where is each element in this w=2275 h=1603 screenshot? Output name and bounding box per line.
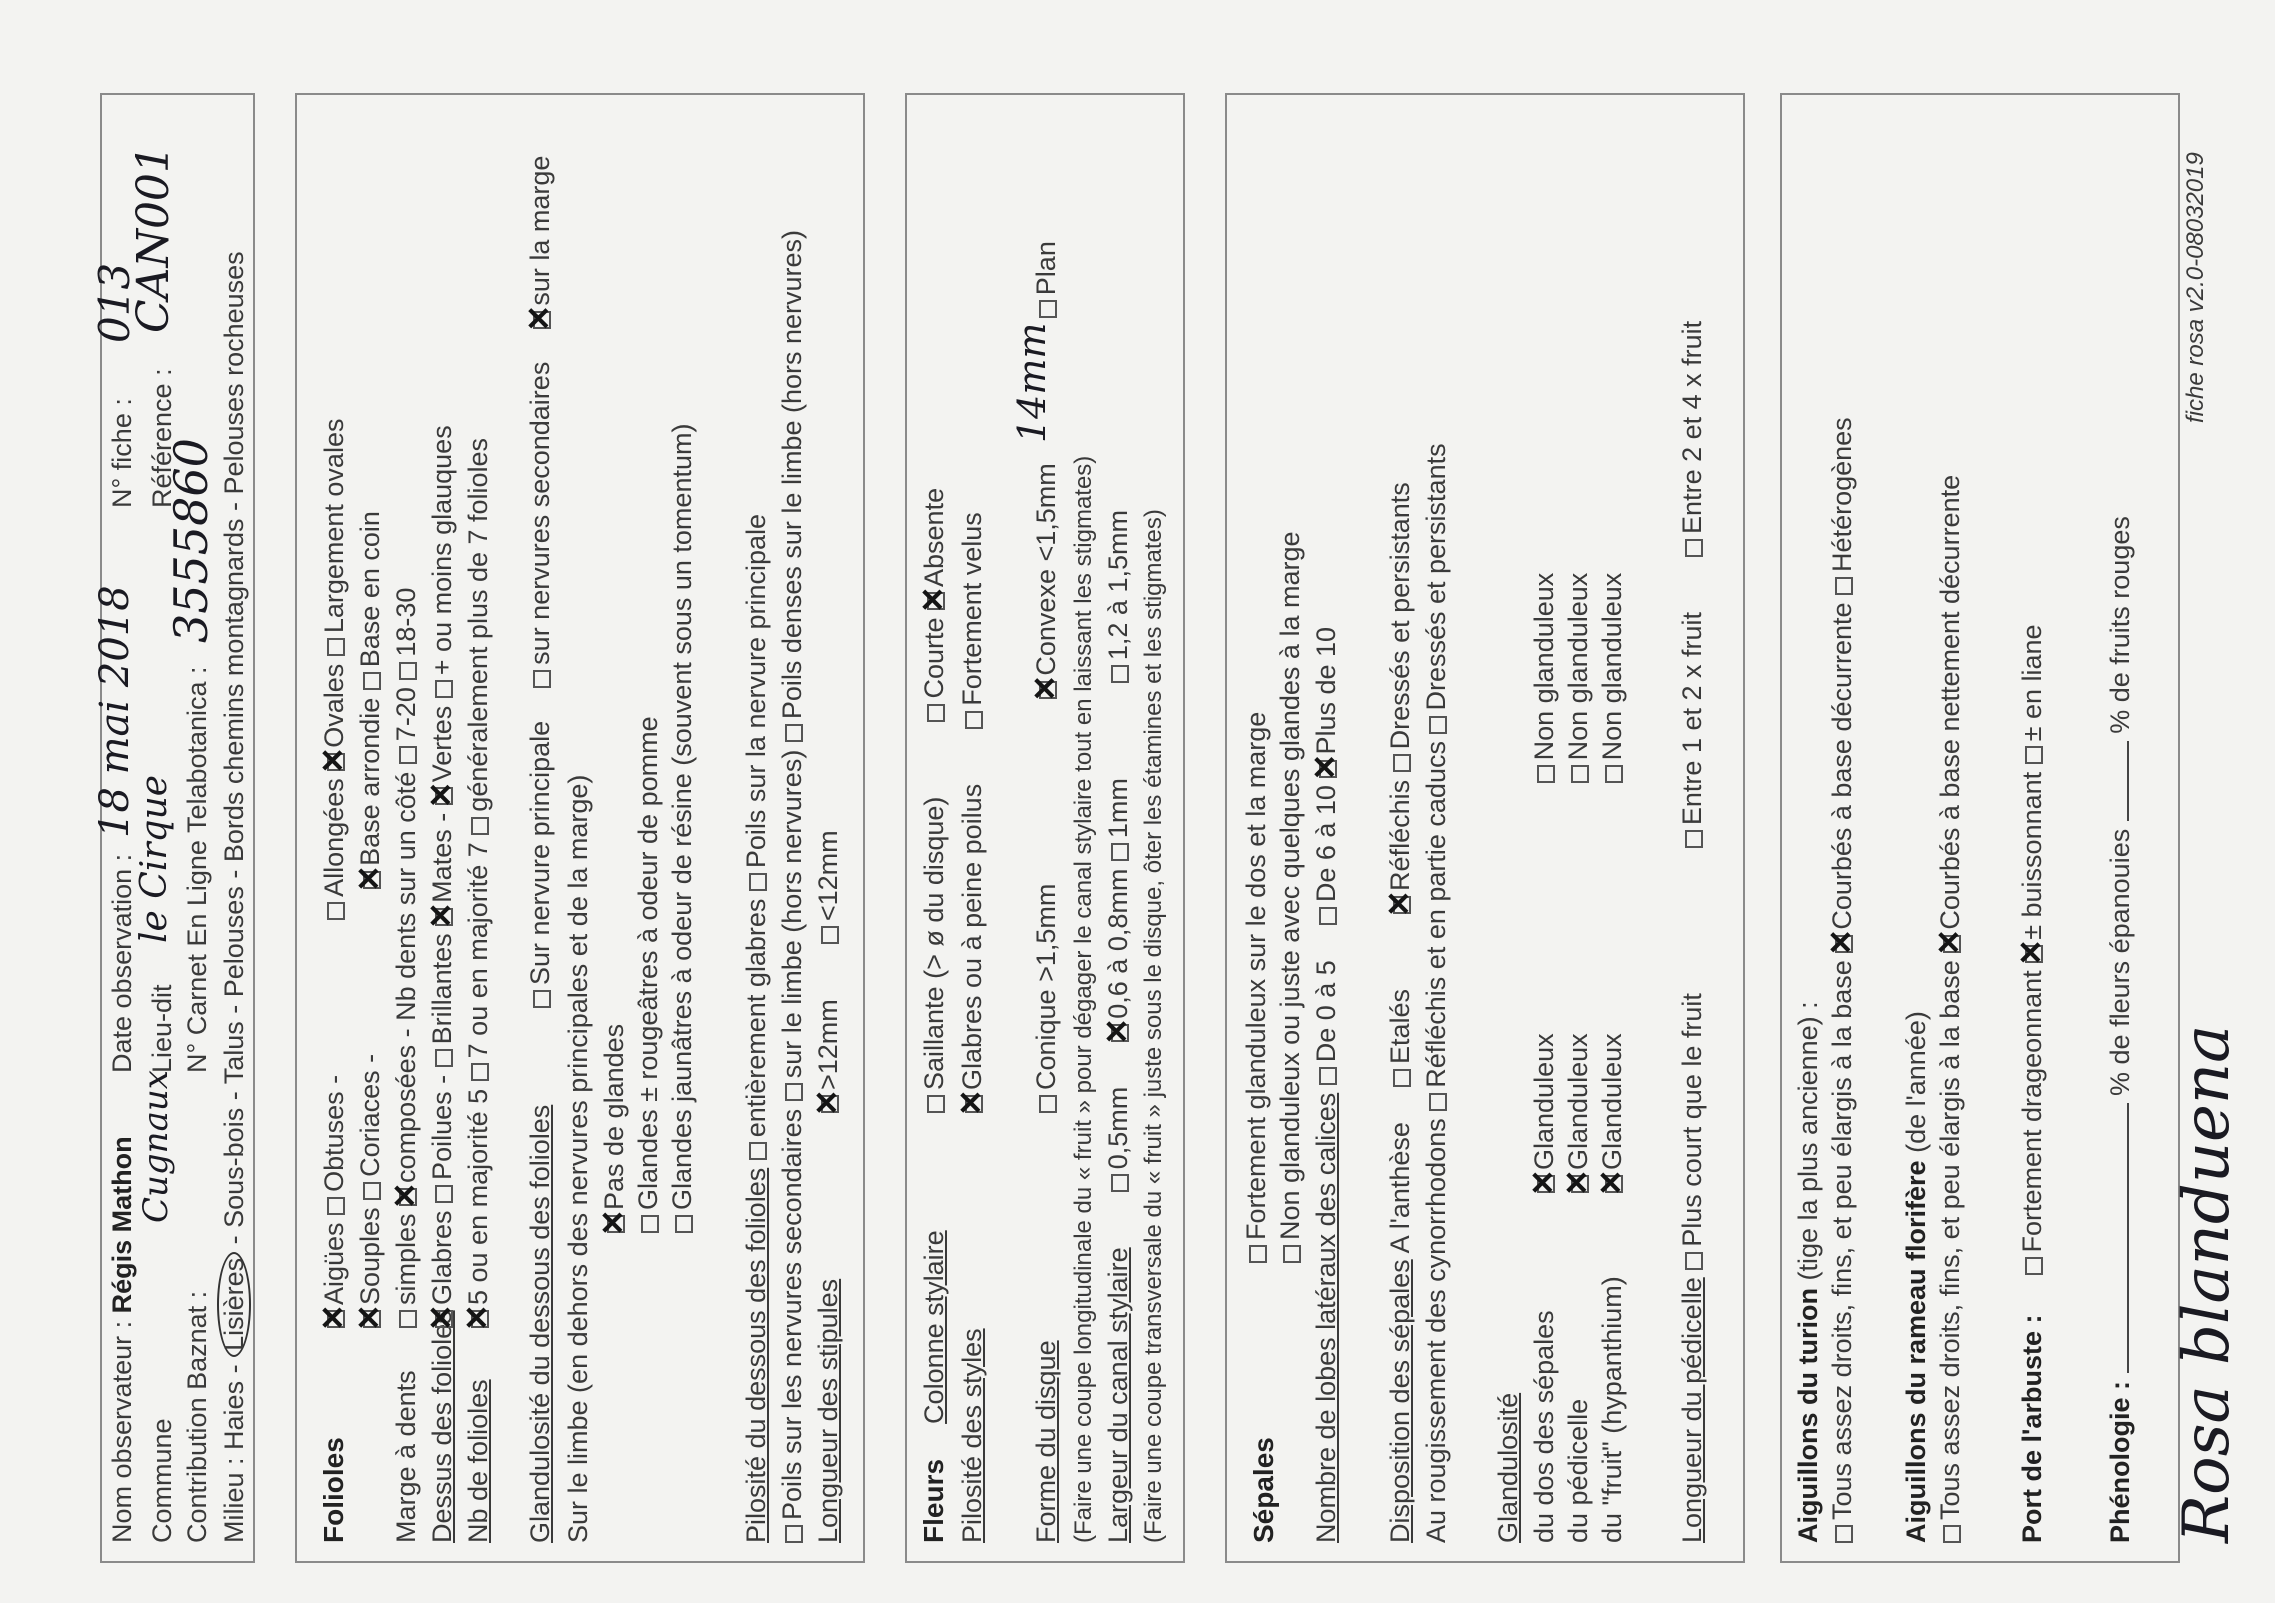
checkbox-rameau-courbes[interactable] xyxy=(1943,935,1961,953)
checkbox-ovales[interactable] xyxy=(327,753,345,771)
coupe-trans-note: (Faire une coupe transversale du « fruit » juste sous le disque, ôter les étamines et les stigmates) xyxy=(1140,509,1167,1543)
checkbox-1mm[interactable] xyxy=(1111,843,1129,861)
checkbox-lobes-plus-10[interactable] xyxy=(1319,760,1337,778)
checkbox-fortement-velus[interactable] xyxy=(965,711,983,729)
pheno-line: Phénologie : % de fleurs épanouies % de fruits rouges xyxy=(2105,516,2135,1543)
marge-label: Marge à dents xyxy=(391,1370,421,1543)
stipules-label: Longueur des stipules xyxy=(813,1278,843,1543)
contribution-label: Contribution Baznat : xyxy=(182,1290,212,1543)
checkbox-glandes-resine[interactable] xyxy=(675,1215,693,1233)
folioles-title: Folioles xyxy=(318,1437,349,1543)
date-value: 18 mai 2018 xyxy=(92,585,138,838)
observer-name: Régis Mathon xyxy=(107,1136,137,1314)
checkbox-buissonnant[interactable] xyxy=(2025,945,2043,963)
gl-row-fruit: du "fruit" (hypanthium) xyxy=(1597,1276,1627,1543)
pedicelle-line: Longueur du pédicelle Plus court que le fruit Entre 1 et 2 x fruit Entre 2 et 4 x fruit xyxy=(1677,320,1707,1543)
checkbox-18-30[interactable] xyxy=(399,662,417,680)
lieudit-value: le Cirque xyxy=(134,774,175,943)
rougissement-line: Au rougissement des cynorrhodons Réfléchis et en partie caducs Dressés et persistants xyxy=(1421,443,1451,1543)
port-line: Port de l'arbuste : Fortement drageonnant ✕± buissonnant ± en liane xyxy=(2016,624,2048,1543)
commune-value: Cugnaux xyxy=(136,1070,176,1223)
glandulosite-title-options: Sur nervure principale sur nervures secondaires ✕sur la marge xyxy=(524,156,556,1008)
folioles-row2: ✕Souples Coriaces - ✕Base arrondie Base en coin xyxy=(354,511,386,1328)
species-name: Rosa blanduena xyxy=(2170,1024,2244,1543)
checkbox-convexe[interactable] xyxy=(1039,681,1057,699)
checkbox-simples[interactable] xyxy=(399,1310,417,1328)
checkbox-stipules-lt12[interactable] xyxy=(821,926,839,944)
checkbox-entre-1-2[interactable] xyxy=(1685,830,1703,848)
folioles-row1: ✕Aigües Obtuses - Allongées ✕Ovales Largement ovales xyxy=(318,419,350,1328)
observer-line: Nom observateur : Régis Mathon xyxy=(107,1136,137,1543)
milieu-selected-circle: Lisières xyxy=(217,1252,251,1357)
checkbox-vertes[interactable] xyxy=(435,787,453,805)
checkbox-plus-court[interactable] xyxy=(1685,1252,1703,1270)
checkbox-gl-nervure-principale[interactable] xyxy=(533,990,551,1008)
checkbox-reflechis-caducs[interactable] xyxy=(1429,1093,1447,1111)
largeur-line: Largeur du canal stylaire 0,5mm ✕0,6 à 0,8mm 1mm 1,2 à 1,5mm xyxy=(1102,510,1134,1543)
fiche-value: 013 xyxy=(90,262,139,343)
pilosite-styles-options: ✕Glabres ou à peine poilus Fortement velus xyxy=(956,512,988,1113)
carnet-label: N° Carnet En Ligne Telabotanica : xyxy=(182,666,212,1073)
checkbox-0-5mm[interactable] xyxy=(1111,1174,1129,1192)
checkbox-poils-denses[interactable] xyxy=(785,724,803,742)
fiche-label: N° fiche : xyxy=(107,398,137,508)
pilosite-line2: Poils sur les nervures secondaires sur le limbe (hors nervures) Poils denses sur le limbe (hors nervures) xyxy=(776,230,808,1543)
disque-options: Conique >1,5mm ✕Convexe <1,5mm Plan xyxy=(1030,241,1062,1113)
disque-note: 14mm xyxy=(1010,322,1054,443)
colonne-options: Saillante (> ø du disque) Courte ✕Absente xyxy=(918,488,950,1113)
checkbox-dresses-persistants[interactable] xyxy=(1393,754,1411,772)
checkbox-souples[interactable] xyxy=(363,1310,381,1328)
reference-label: Référence : xyxy=(147,368,177,508)
disposition-line: Disposition des sépales A l'anthèse Etalés ✕Réfléchis Dressés et persistants xyxy=(1384,482,1416,1543)
checkbox-conique[interactable] xyxy=(1039,1095,1057,1113)
checkbox-7-20[interactable] xyxy=(399,746,417,764)
rameau-title: Aiguillons du rameau florifère (de l'année) xyxy=(1901,1011,1931,1543)
checkbox-etales[interactable] xyxy=(1393,1069,1411,1087)
checkbox-allongees[interactable] xyxy=(327,902,345,920)
gl-dos-options: ✕GlanduleuxNon glanduleux xyxy=(1528,573,1560,1193)
checkbox-coriaces[interactable] xyxy=(363,1182,381,1200)
disque-label: Forme du disque xyxy=(1031,1340,1061,1543)
checkbox-stipules-gt12[interactable] xyxy=(821,1095,839,1113)
checkbox-entierement-glabres[interactable] xyxy=(749,1142,767,1160)
milieu-line: Milieu : Haies - Lisières - Sous-bois - Talus - Pelouses - Bords chemins montagnards - Pelouses rocheuses xyxy=(219,251,249,1543)
checkbox-dos-non-glanduleux[interactable] xyxy=(1537,765,1555,783)
checkbox-saillante[interactable] xyxy=(927,1095,945,1113)
checkbox-fruit-non-glanduleux[interactable] xyxy=(1605,765,1623,783)
lieudit-label: Lieu-dit xyxy=(147,984,177,1073)
checkbox-rameau-droits[interactable] xyxy=(1943,1525,1961,1543)
checkbox-poils-limbe[interactable] xyxy=(785,1083,803,1101)
dessus-options: ✕Glabres Poilues - Brillantes ✕Mates - ✕Vertes + ou moins glauques xyxy=(426,425,458,1328)
nb-folioles-options: ✕5 ou en majorité 5 7 ou en majorité 7 généralement plus de 7 folioles xyxy=(462,438,494,1328)
coupe-long-note: (Faire une coupe longitudinale du « fruit » pour dégager le canal stylaire tout en laissant les stigmates) xyxy=(1070,455,1097,1543)
checkbox-fruit-glanduleux[interactable] xyxy=(1605,1175,1623,1193)
checkbox-poilues[interactable] xyxy=(435,1185,453,1203)
checkbox-reflechis[interactable] xyxy=(1393,896,1411,914)
stipules-options: ✕>12mm <12mm xyxy=(812,830,844,1113)
checkbox-pas-de-glandes[interactable] xyxy=(607,1215,625,1233)
checkbox-gl-nervures-secondaires[interactable] xyxy=(533,670,551,688)
date-label: Date observation : xyxy=(107,853,137,1073)
checkbox-pedicelle-glanduleux[interactable] xyxy=(1571,1175,1589,1193)
checkbox-en-liane[interactable] xyxy=(2025,746,2043,764)
pilosite-styles-label: Pilosité des styles xyxy=(957,1328,987,1543)
marge-options: simples ✕composées - Nb dents sur un côté 7-20 18-30 xyxy=(390,588,422,1328)
checkbox-dos-glanduleux[interactable] xyxy=(1537,1175,1555,1193)
checkbox-largement-ovales[interactable] xyxy=(327,638,345,656)
sepales-opt-1: Non glanduleux ou juste avec quelques glandes à la marge xyxy=(1274,532,1306,1264)
checkbox-absente[interactable] xyxy=(927,592,945,610)
checkbox-turion-courbes[interactable] xyxy=(1835,935,1853,953)
nb-folioles-label: Nb de folioles xyxy=(463,1379,493,1543)
checkbox-poils-nervure-principale[interactable] xyxy=(749,873,767,891)
lobes-line: Nombre de lobes latéraux des calices De 0 à 5 De 6 à 10 ✕Plus de 10 xyxy=(1310,627,1342,1543)
checkbox-base-arrondie[interactable] xyxy=(363,871,381,889)
checkbox-lobes-6-10[interactable] xyxy=(1319,907,1337,925)
checkbox-drageonnant[interactable] xyxy=(2025,1258,2043,1276)
checkbox-plan[interactable] xyxy=(1039,300,1057,318)
carnet-value: 3555860 xyxy=(164,438,218,643)
checkbox-glandes-pomme[interactable] xyxy=(641,1215,659,1233)
gl-row-dos: du dos des sépales xyxy=(1529,1310,1559,1543)
sepales-opt-0: Fortement glanduleux sur le dos et la marge xyxy=(1240,712,1272,1263)
dessus-label: Dessus des folioles xyxy=(427,1310,457,1543)
checkbox-lobes-0-5[interactable] xyxy=(1319,1067,1337,1085)
gl-pedicelle-options: ✕GlanduleuxNon glanduleux xyxy=(1562,573,1594,1193)
gl-fruit-options: ✕GlanduleuxNon glanduleux xyxy=(1596,573,1628,1193)
glandulosite-opt-0: ✕ Pas de glandes xyxy=(598,1024,630,1233)
gl-row-pedicelle: du pédicelle xyxy=(1563,1398,1593,1543)
checkbox-0-6-0-8mm[interactable] xyxy=(1111,1024,1129,1042)
checkbox-aigues[interactable] xyxy=(327,1310,345,1328)
footer-version: fiche rosa v2.0-08032019 xyxy=(2182,152,2209,423)
rameau-options: Tous assez droits, fins, et peu élargis à la base ✕Courbés à base nettement décurrente xyxy=(1934,475,1966,1543)
checkbox-1-2-1-5mm[interactable] xyxy=(1111,665,1129,683)
checkbox-dresses-persistants-2[interactable] xyxy=(1429,716,1447,734)
checkbox-non-glanduleux-marge[interactable] xyxy=(1283,1245,1301,1263)
checkbox-7-folioles[interactable] xyxy=(471,1063,489,1081)
sepales-title: Sépales xyxy=(1248,1437,1279,1543)
checkbox-poils-nervures-secondaires[interactable] xyxy=(785,1525,803,1543)
checkbox-mates[interactable] xyxy=(435,908,453,926)
checkbox-gl-marge[interactable] xyxy=(533,311,551,329)
checkbox-entre-2-4[interactable] xyxy=(1685,539,1703,557)
turion-title: Aiguillons du turion (tige la plus ancienne) : xyxy=(1793,1001,1823,1543)
checkbox-5-folioles[interactable] xyxy=(471,1310,489,1328)
checkbox-plus-de-7[interactable] xyxy=(471,817,489,835)
checkbox-glabres-styles[interactable] xyxy=(965,1095,983,1113)
pilosite-line1: Pilosité du dessous des folioles entièrement glabres Poils sur la nervure principale xyxy=(741,513,771,1543)
reference-value: CAN001 xyxy=(128,145,179,333)
checkbox-turion-droits[interactable] xyxy=(1835,1525,1853,1543)
checkbox-glauques[interactable] xyxy=(435,680,453,698)
fleurs-line1: Fleurs Colonne stylaire xyxy=(918,1230,949,1543)
checkbox-brillantes[interactable] xyxy=(435,1049,453,1067)
checkbox-obtuses[interactable] xyxy=(327,1197,345,1215)
checkbox-courte[interactable] xyxy=(927,704,945,722)
turion-options: Tous assez droits, fins, et peu élargis à la base ✕Courbés à base décurrente Hétérogènes xyxy=(1826,417,1858,1543)
glandulosite-opt-1: Glandes ± rougeâtres à odeur de pomme xyxy=(632,716,664,1233)
checkbox-turion-heterogenes[interactable] xyxy=(1835,577,1853,595)
glandulosite-title: Glandulosité du dessous des folioles xyxy=(525,1104,555,1543)
checkbox-base-en-coin[interactable] xyxy=(363,672,381,690)
checkbox-glabres[interactable] xyxy=(435,1310,453,1328)
checkbox-pedicelle-non-glanduleux[interactable] xyxy=(1571,765,1589,783)
checkbox-fortement-glanduleux[interactable] xyxy=(1249,1245,1267,1263)
glandulosite-subtitle: Sur le limbe (en dehors des nervures principales et de la marge) xyxy=(563,774,593,1543)
glandulosite-opt-2: Glandes jaunâtres à odeur de résine (souvent sous un tomentum) xyxy=(666,424,698,1233)
commune-label: Commune xyxy=(147,1418,177,1543)
checkbox-composees[interactable] xyxy=(399,1188,417,1206)
glandulosite-label: Glandulosité xyxy=(1493,1392,1523,1543)
